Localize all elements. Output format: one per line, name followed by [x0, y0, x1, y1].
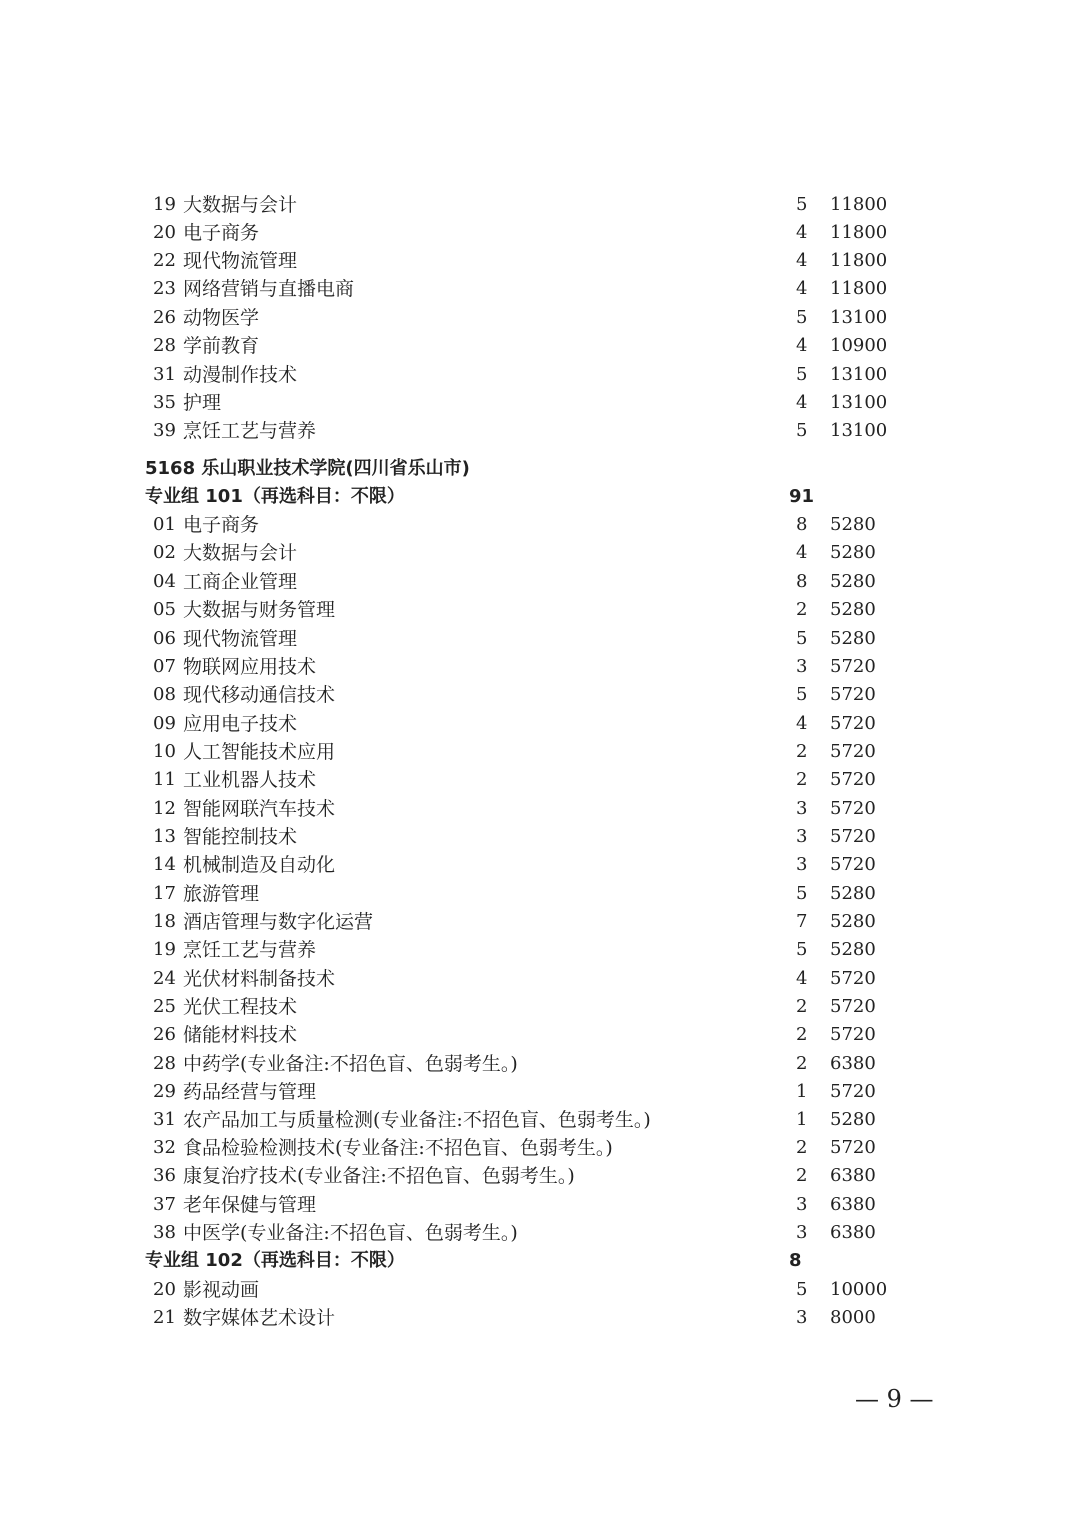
item-fee: 5280 [830, 628, 876, 649]
item-name: 学前教育 [183, 335, 260, 357]
item-code: 14 [153, 854, 176, 875]
item-name: 光伏材料制备技术 [183, 968, 336, 990]
item-name: 大数据与会计 [183, 194, 298, 216]
item-fee: 5720 [830, 713, 876, 734]
item-code: 37 [153, 1194, 176, 1215]
item-fee: 11800 [830, 222, 888, 243]
item-count: 5 [796, 883, 808, 904]
item-count: 1 [796, 1081, 808, 1102]
item-fee: 5280 [830, 939, 876, 960]
item-fee: 6380 [830, 1194, 876, 1215]
item-name: 电子商务 [183, 222, 260, 244]
item-name: 大数据与会计 [183, 542, 298, 564]
item-code: 36 [153, 1165, 176, 1186]
item-code: 08 [153, 684, 176, 705]
item-code: 01 [153, 514, 176, 535]
item-code: 20 [153, 222, 176, 243]
item-fee: 5280 [830, 599, 876, 620]
item-name: 人工智能技术应用 [183, 741, 336, 763]
item-name: 光伏工程技术 [183, 996, 298, 1018]
item-fee: 8000 [830, 1307, 876, 1328]
item-name: 现代移动通信技术 [183, 684, 336, 706]
item-name: 药品经营与管理 [183, 1081, 317, 1103]
item-code: 05 [153, 599, 176, 620]
list-item [0, 1191, 1080, 1219]
item-count: 4 [796, 968, 808, 989]
item-fee: 5720 [830, 741, 876, 762]
item-name: 食品检验检测技术(专业备注:不招色盲、色弱考生。) [183, 1137, 613, 1159]
item-fee: 13100 [830, 307, 888, 328]
item-name: 现代物流管理 [183, 628, 298, 650]
item-code: 13 [153, 826, 176, 847]
list-item [0, 332, 1080, 360]
list-item [0, 1078, 1080, 1106]
item-code: 35 [153, 392, 176, 413]
item-count: 3 [796, 1307, 808, 1328]
list-item [0, 219, 1080, 247]
item-name: 烹饪工艺与营养 [183, 420, 317, 442]
list-item [0, 1219, 1080, 1247]
item-name: 动物医学 [183, 307, 260, 329]
item-count: 5 [796, 628, 808, 649]
list-item [0, 1276, 1080, 1304]
list-item [0, 795, 1080, 823]
item-code: 20 [153, 1279, 176, 1300]
item-name: 现代物流管理 [183, 250, 298, 272]
item-count: 3 [796, 854, 808, 875]
item-code: 07 [153, 656, 176, 677]
item-count: 2 [796, 769, 808, 790]
item-code: 25 [153, 996, 176, 1017]
item-count: 5 [796, 939, 808, 960]
item-fee: 13100 [830, 364, 888, 385]
item-name: 影视动画 [183, 1279, 260, 1301]
item-count: 5 [796, 307, 808, 328]
list-item [0, 993, 1080, 1021]
list-item [0, 191, 1080, 219]
item-count: 3 [796, 798, 808, 819]
item-name: 工业机器人技术 [183, 769, 317, 791]
item-code: 23 [153, 278, 176, 299]
item-name: 中药学(专业备注:不招色盲、色弱考生。) [183, 1053, 518, 1075]
item-fee: 10900 [830, 335, 888, 356]
item-count: 8 [796, 514, 808, 535]
item-fee: 5280 [830, 542, 876, 563]
item-count: 2 [796, 1024, 808, 1045]
item-fee: 5720 [830, 656, 876, 677]
item-code: 32 [153, 1137, 176, 1158]
list-item [0, 823, 1080, 851]
item-count: 2 [796, 996, 808, 1017]
list-item [0, 1134, 1080, 1162]
group-header [0, 1247, 1080, 1275]
item-code: 29 [153, 1081, 176, 1102]
item-fee: 11800 [830, 250, 888, 271]
item-code: 28 [153, 1053, 176, 1074]
list-item [0, 1021, 1080, 1049]
item-count: 4 [796, 335, 808, 356]
item-code: 12 [153, 798, 176, 819]
item-name: 数字媒体艺术设计 [183, 1307, 336, 1329]
item-count: 3 [796, 656, 808, 677]
item-fee: 11800 [830, 194, 888, 215]
group-header [0, 483, 1080, 511]
item-code: 06 [153, 628, 176, 649]
item-count: 5 [796, 420, 808, 441]
item-code: 18 [153, 911, 176, 932]
item-count: 5 [796, 364, 808, 385]
item-name: 智能控制技术 [183, 826, 298, 848]
item-fee: 10000 [830, 1279, 888, 1300]
list-item [0, 568, 1080, 596]
list-item [0, 681, 1080, 709]
item-name: 动漫制作技术 [183, 364, 298, 386]
list-item [0, 389, 1080, 417]
item-count: 3 [796, 1222, 808, 1243]
item-name: 机械制造及自动化 [183, 854, 336, 876]
group-title: 专业组 101（再选科目：不限） [145, 486, 405, 507]
item-name: 网络营销与直播电商 [183, 278, 355, 300]
item-fee: 5720 [830, 1081, 876, 1102]
item-code: 28 [153, 335, 176, 356]
item-count: 4 [796, 278, 808, 299]
item-name: 储能材料技术 [183, 1024, 298, 1046]
item-count: 2 [796, 1053, 808, 1074]
item-count: 4 [796, 392, 808, 413]
item-fee: 5720 [830, 996, 876, 1017]
item-count: 1 [796, 1109, 808, 1130]
college-header [0, 455, 1080, 483]
item-fee: 5280 [830, 571, 876, 592]
item-count: 5 [796, 684, 808, 705]
item-code: 22 [153, 250, 176, 271]
item-fee: 5280 [830, 911, 876, 932]
college-title: 5168 乐山职业技术学院(四川省乐山市) [145, 458, 470, 479]
item-name: 康复治疗技术(专业备注:不招色盲、色弱考生。) [183, 1165, 575, 1187]
item-fee: 5720 [830, 769, 876, 790]
list-item [0, 738, 1080, 766]
item-count: 4 [796, 542, 808, 563]
list-item [0, 1106, 1080, 1134]
item-fee: 5720 [830, 798, 876, 819]
item-fee: 5280 [830, 883, 876, 904]
list-item [0, 908, 1080, 936]
item-count: 5 [796, 194, 808, 215]
item-fee: 5720 [830, 684, 876, 705]
item-count: 4 [796, 713, 808, 734]
page-number: — 9 — [855, 1385, 934, 1413]
list-item [0, 596, 1080, 624]
item-count: 3 [796, 826, 808, 847]
item-code: 21 [153, 1307, 176, 1328]
item-name: 智能网联汽车技术 [183, 798, 336, 820]
item-code: 04 [153, 571, 176, 592]
item-fee: 5720 [830, 1024, 876, 1045]
item-code: 26 [153, 307, 176, 328]
item-code: 17 [153, 883, 176, 904]
list-item [0, 965, 1080, 993]
list-item [0, 880, 1080, 908]
item-name: 大数据与财务管理 [183, 599, 336, 621]
group-total: 8 [789, 1250, 802, 1271]
item-name: 应用电子技术 [183, 713, 298, 735]
list-item [0, 625, 1080, 653]
item-code: 31 [153, 1109, 176, 1130]
item-code: 26 [153, 1024, 176, 1045]
item-count: 8 [796, 571, 808, 592]
item-name: 酒店管理与数字化运营 [183, 911, 374, 933]
item-count: 3 [796, 1194, 808, 1215]
item-name: 老年保健与管理 [183, 1194, 317, 1216]
list-item [0, 361, 1080, 389]
item-fee: 6380 [830, 1165, 876, 1186]
item-code: 19 [153, 939, 176, 960]
item-count: 4 [796, 222, 808, 243]
item-fee: 6380 [830, 1222, 876, 1243]
item-count: 7 [796, 911, 808, 932]
item-fee: 5720 [830, 968, 876, 989]
item-name: 工商企业管理 [183, 571, 298, 593]
list-item [0, 936, 1080, 964]
list-item [0, 304, 1080, 332]
list-item [0, 710, 1080, 738]
item-count: 4 [796, 250, 808, 271]
item-code: 24 [153, 968, 176, 989]
item-name: 农产品加工与质量检测(专业备注:不招色盲、色弱考生。) [183, 1109, 651, 1131]
item-name: 护理 [183, 392, 222, 414]
item-count: 2 [796, 599, 808, 620]
item-count: 2 [796, 741, 808, 762]
item-fee: 13100 [830, 392, 888, 413]
item-count: 2 [796, 1165, 808, 1186]
list-item [0, 275, 1080, 303]
list-item [0, 653, 1080, 681]
item-name: 物联网应用技术 [183, 656, 317, 678]
item-fee: 6380 [830, 1053, 876, 1074]
item-fee: 13100 [830, 420, 888, 441]
item-code: 19 [153, 194, 176, 215]
item-code: 39 [153, 420, 176, 441]
group-title: 专业组 102（再选科目：不限） [145, 1250, 405, 1271]
list-item [0, 1050, 1080, 1078]
list-item [0, 417, 1080, 445]
item-fee: 5720 [830, 826, 876, 847]
list-item [0, 511, 1080, 539]
list-item [0, 247, 1080, 275]
item-code: 10 [153, 741, 176, 762]
item-name: 烹饪工艺与营养 [183, 939, 317, 961]
item-name: 旅游管理 [183, 883, 260, 905]
item-fee: 11800 [830, 278, 888, 299]
list-item [0, 851, 1080, 879]
item-count: 5 [796, 1279, 808, 1300]
group-total: 91 [789, 486, 815, 507]
item-code: 31 [153, 364, 176, 385]
item-fee: 5720 [830, 854, 876, 875]
list-item [0, 539, 1080, 567]
list-item [0, 766, 1080, 794]
item-name: 中医学(专业备注:不招色盲、色弱考生。) [183, 1222, 518, 1244]
item-count: 2 [796, 1137, 808, 1158]
list-item [0, 1162, 1080, 1190]
item-code: 02 [153, 542, 176, 563]
item-fee: 5280 [830, 514, 876, 535]
item-fee: 5280 [830, 1109, 876, 1130]
item-code: 09 [153, 713, 176, 734]
item-fee: 5720 [830, 1137, 876, 1158]
item-code: 38 [153, 1222, 176, 1243]
list-item [0, 1304, 1080, 1332]
item-code: 11 [153, 769, 176, 790]
item-name: 电子商务 [183, 514, 260, 536]
